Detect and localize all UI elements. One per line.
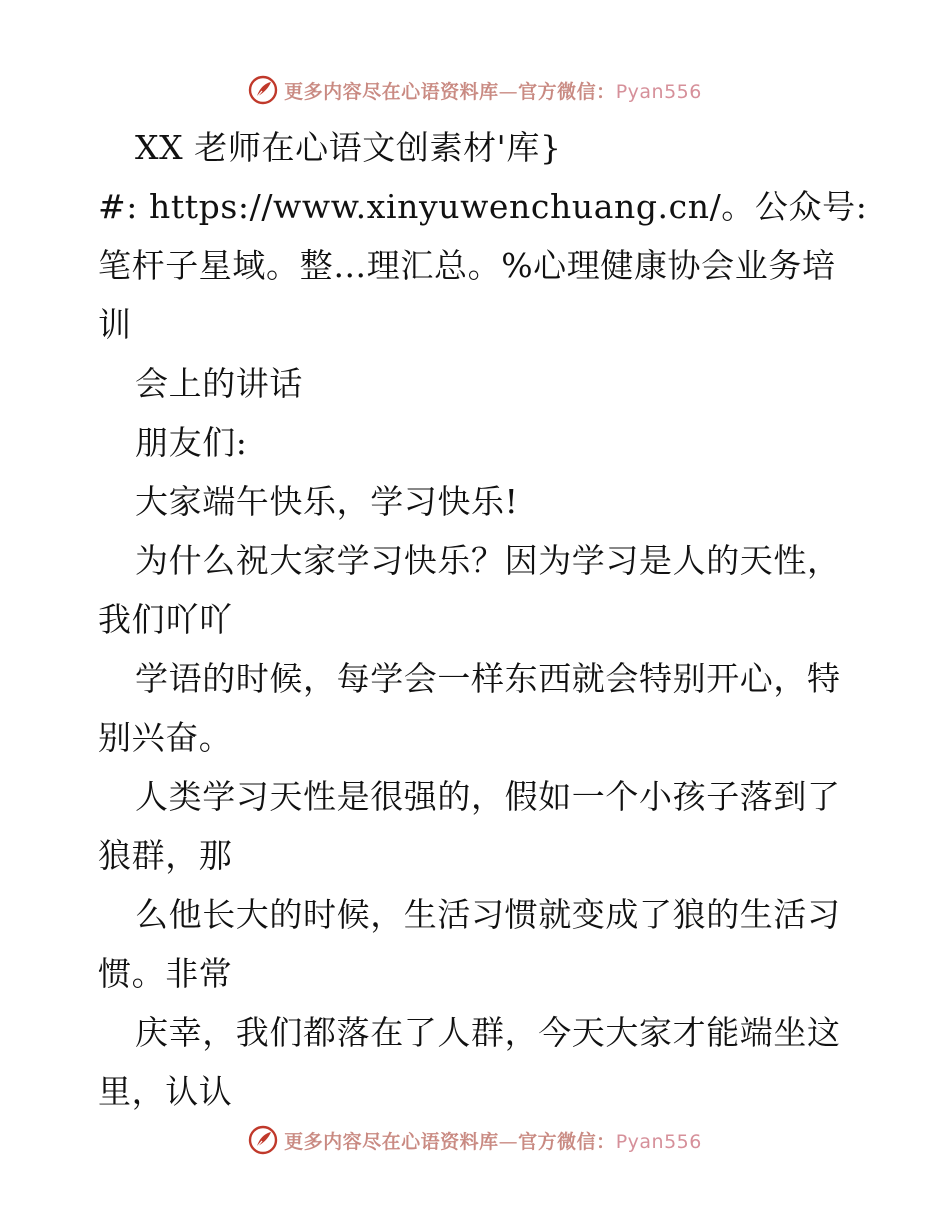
text-line: 笔杆子星域。整…理汇总。%心理健康协会业务培 [98, 246, 836, 285]
watermark-text: 更多内容尽在心语资料库—官方微信：Pyan556 [284, 1130, 702, 1153]
text-line: 朋友们: [135, 423, 248, 462]
text-line: 么他长大的时候，生活习惯就变成了狼的生活习 [135, 895, 841, 934]
footer-watermark [0, 1120, 950, 1160]
text-line: 大家端午快乐，学习快乐! [135, 482, 519, 521]
feather-logo-icon [248, 1125, 278, 1155]
feather-logo-icon [248, 75, 278, 105]
text-line: 为什么祝大家学习快乐？因为学习是人的天性， [135, 541, 841, 580]
text-line: #: https://www.xinyuwenchuang.cn/。公众号: [98, 187, 868, 226]
text-line: XX 老师在心语文创素材'库} [135, 128, 562, 167]
header-watermark [0, 70, 950, 110]
text-line: 狼群，那 [98, 836, 233, 875]
text-line: 惯。非常 [98, 954, 233, 993]
text-line: 学语的时候，每学会一样东西就会特别开心，特 [135, 659, 841, 698]
watermark-text: 更多内容尽在心语资料库—官方微信：Pyan556 [284, 80, 702, 103]
text-line: 里，认认 [98, 1072, 233, 1111]
text-line: 庆幸，我们都落在了人群，今天大家才能端坐这 [135, 1013, 841, 1052]
text-line: 会上的讲话 [135, 364, 303, 403]
text-line: 训 [98, 305, 132, 344]
text-line: 人类学习天性是很强的，假如一个小孩子落到了 [135, 777, 841, 816]
text-line: 我们吖吖 [98, 600, 233, 639]
document-body [98, 118, 868, 1121]
text-line: 别兴奋。 [98, 718, 233, 757]
